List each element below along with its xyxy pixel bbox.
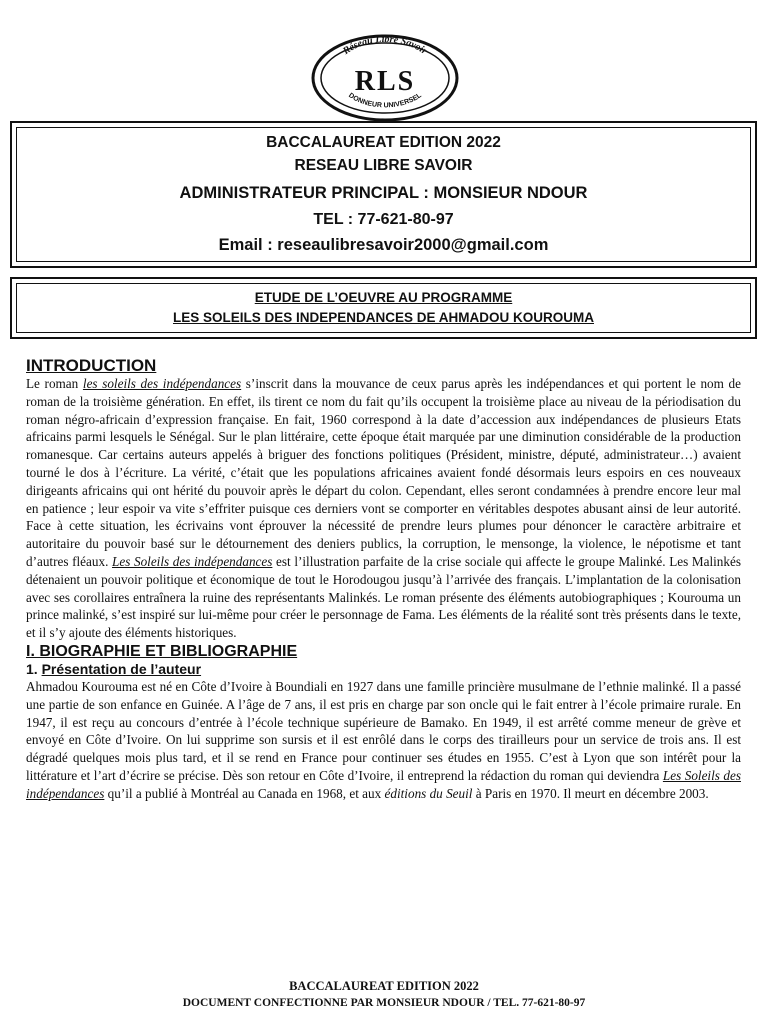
biography-heading: I. BIOGRAPHIE ET BIBLIOGRAPHIE (26, 642, 298, 660)
author-subheading: 1. Présentation de l’auteur (26, 660, 202, 677)
footer-credit: DOCUMENT CONFECTIONNE PAR MONSIEUR NDOUR / TEL. 77-621-80-97 (182, 997, 586, 1009)
book-title: Les Soleils des indépendances (112, 553, 273, 569)
header-email: Email : reseaulibresavoir2000@gmail.com (218, 235, 549, 254)
intro-paragraph: Le roman les soleils des indépendances s’inscrit dans la mouvance de ceux parus après les indépendances et qui portent le nom de roman de la troisième génération. En effet, ils tirent ce nom du fait qu’ils occupent la troisième place au niveau de la périodisation du roman négro-africain d’expression française. En fait, 1960 correspond à la date d’accession aux indépendances de plusieurs Etats africains parmi lesquels le Sénégal. Sur le plan littéraire, cette époque était marquée par une diminution considérable de la production romanesque. Car certains auteurs appelés à briguer des fonctions politiques (Président, ministre, député, administrateur…) avaient tourné le dos à l’écriture. La vérité, c’était que les populations africaines avaient fondé désormais leurs espoirs en ces nouveaux dirigeants africains qui ont hérité du pouvoir après le départ du colon. Cependant, elles seront condamnées à prendre encore leur mal en patience ; leur espoir va vite s’effriter puisque ces derniers vont se comporter en véritables despotes abusant ainsi de leur autorité. Face à cette situation, les écrivains vont éprouver la nécessité de prendre leurs plumes pour dénoncer le caractère arbitraire et autoritaire du pouvoir basé sur le détournement des deniers publics, la corruption, le mensonge, la violence, le népotisme et tant d’autres fléaux. Les Soleils des indépendances est l’illustration parfaite de la crise sociale qui affecte le groupe Malinké. Les Malinkés détenaient un pouvoir politique et économique de tout le Horodougou jusqu’à l’arrivée des français. L’implantation de la colonisation avec ses corollaires entraînera la ruine des représentants Malinkés. Le roman présente des éléments autobiographiques ; Kourouma un prince malinké, s’est inspiré sur lui-même pour créer le personnage de Fama. Les éléments de la réalité sont très présents dans le texte, et il s’y ajoute des éléments historiques. (26, 376, 742, 641)
header-box (10, 121, 757, 268)
header-network: RESEAU LIBRE SAVOIR (294, 156, 473, 174)
footer-edition: BACCALAUREAT EDITION 2022 (289, 979, 479, 993)
svg-text:RLS: RLS (354, 66, 416, 97)
header-edition: BACCALAUREAT EDITION 2022 (266, 133, 501, 151)
publisher-name: éditions du Seuil (384, 785, 473, 801)
book-title: les soleils des indépendances (82, 376, 242, 391)
document-body (26, 356, 741, 803)
header-admin: ADMINISTRATEUR PRINCIPAL : MONSIEUR NDOUR (179, 183, 588, 202)
intro-heading: INTRODUCTION (26, 356, 157, 375)
svg-text:Réseau Libre Savoir: Réseau Libre Savoir (341, 33, 430, 57)
page-footer (0, 978, 768, 1011)
title-line-2: LES SOLEILS DES INDEPENDANCES DE AHMADOU KOUROUMA (172, 310, 595, 325)
title-line-1: ETUDE DE L’OEUVRE AU PROGRAMME (254, 290, 513, 305)
header-phone: TEL : 77-621-80-97 (313, 210, 454, 228)
title-box (10, 277, 757, 339)
book-title: Les Soleils des indépendances (26, 767, 741, 801)
rls-logo (310, 30, 460, 122)
svg-text:DONNEUR UNIVERSEL: DONNEUR UNIVERSEL (347, 92, 423, 110)
author-paragraph: Ahmadou Kourouma est né en Côte d’Ivoire à Boundiali en 1927 dans une famille princière musulmane de l’ethnie malinké. Il a passé une partie de son enfance en Guinée. A l’âge de 7 ans, il est pris en charge par son oncle qui le fait entrer à l’école primaire rurale. En 1947, il est reçu au concours d’entrée à l’école technique supérieure de Bamako. En 1949, il est arrêté comme meneur de grève et envoyé en Côte d’Ivoire. On lui supprime son sursis et il est enrôlé dans le corps des tirailleurs pour un service de trois ans. Il est dégradé quelques mois plus tard, et il se rend en France pour continuer ses études en 1955. C’est à Lyon que son intérêt pour la littérature et l’art d’écrire se précise. Dès son retour en Côte d’Ivoire, il entreprend la rédaction du roman qui deviendra Les Soleils des indépendances qu’il a publié à Montréal au Canada en 1968, et aux éditions du Seuil à Paris en 1970. Il meurt en décembre 2003. (26, 678, 741, 801)
